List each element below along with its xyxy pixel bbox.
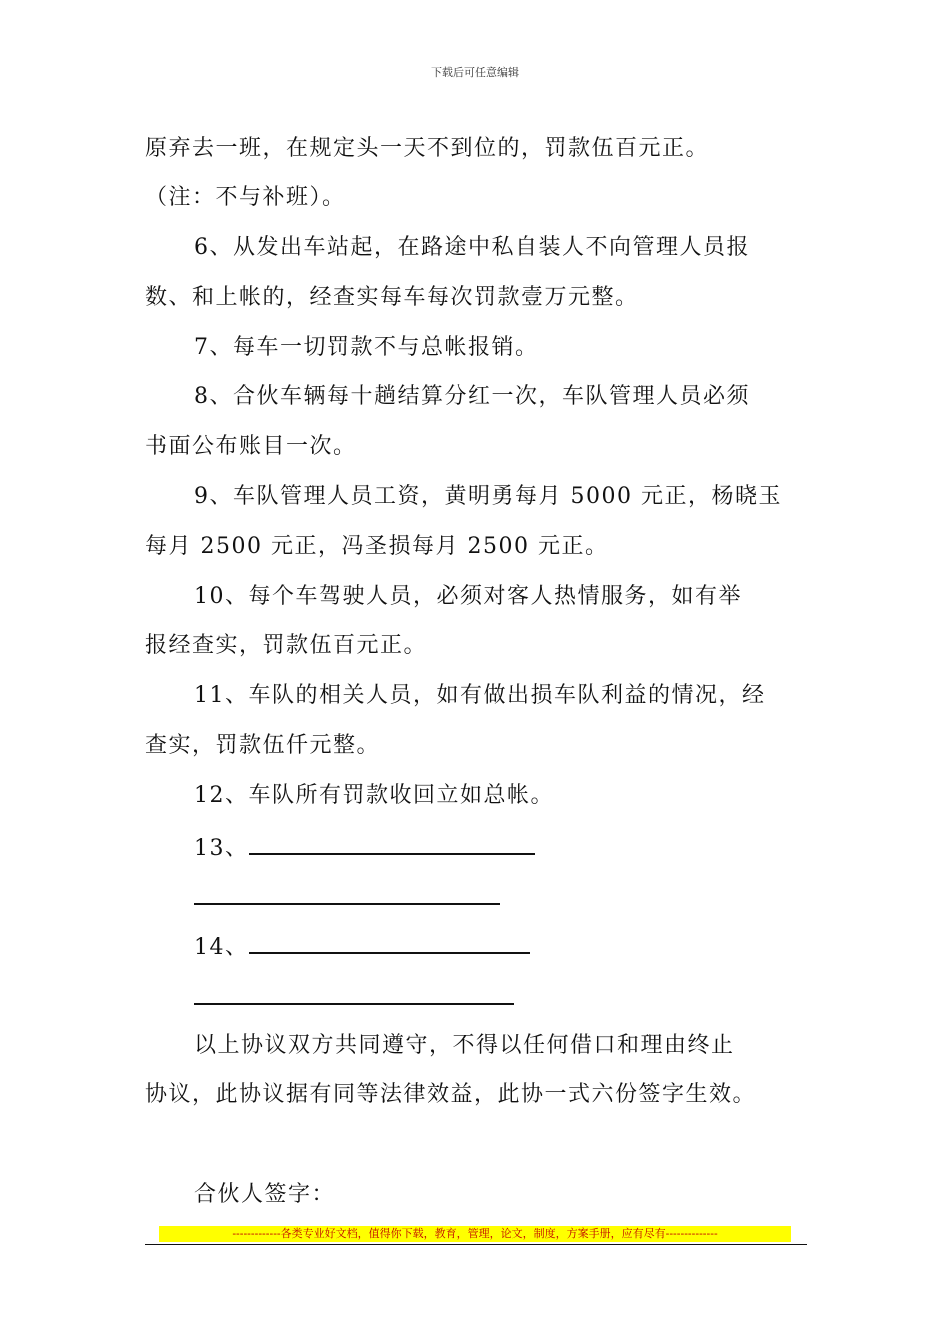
clause-14-blank-field <box>249 930 530 954</box>
clause-8-line-1: 8、合伙车辆每十趟结算分红一次，车队管理人员必须 <box>194 384 750 409</box>
clause-14-continuation-blank <box>194 1003 514 1005</box>
clause-6-line-2: 数、和上帐的，经查实每车每次罚款壹万元整。 <box>145 285 639 310</box>
clause-9-line-2: 每月 2500 元正，冯圣损每月 2500 元正。 <box>145 534 609 559</box>
clause-7: 7、每车一切罚款不与总帐报销。 <box>194 335 539 360</box>
clause-6-line-1: 6、从发出车站起，在路途中私自装人不向管理人员报 <box>194 235 750 260</box>
clause-8-line-2: 书面公布账目一次。 <box>145 434 357 459</box>
clause-11-line-2: 查实，罚款伍仟元整。 <box>145 733 381 758</box>
clause-9-line-1: 9、车队管理人员工资，黄明勇每月 5000 元正，杨晓玉 <box>194 484 782 509</box>
clause-12: 12、车队所有罚款收回立如总帐。 <box>194 783 554 808</box>
paragraph-line: （注：不与补班）。 <box>145 185 346 210</box>
partner-signature-label: 合伙人签字： <box>194 1182 336 1207</box>
clause-10-line-1: 10、每个车驾驶人员，必须对客人热情服务，如有举 <box>194 584 742 609</box>
clause-13-number: 13、 <box>194 836 249 861</box>
clause-13-continuation-blank <box>194 903 500 905</box>
clause-11-line-1: 11、车队的相关人员，如有做出损车队利益的情况，经 <box>194 683 766 708</box>
closing-line-1: 以上协议双方共同遵守，不得以任何借口和理由终止 <box>194 1033 735 1058</box>
footer-banner: -------------各类专业好文档，值得你下载，教育，管理，论文，制度，方案手册，应有尽有-------------- <box>159 1226 791 1242</box>
footer-divider <box>145 1244 807 1245</box>
closing-line-2: 协议，此协议据有同等法律效益，此协一式六份签字生效。 <box>145 1082 757 1107</box>
clause-10-line-2: 报经查实，罚款伍百元正。 <box>145 633 428 658</box>
clause-14 <box>194 930 807 963</box>
page-header: 下载后可任意编辑 <box>431 66 519 79</box>
paragraph-line: 原弃去一班，在规定头一天不到位的，罚款伍百元正。 <box>145 136 710 161</box>
clause-13 <box>194 831 807 864</box>
clause-14-number: 14、 <box>194 935 249 960</box>
clause-13-blank-field <box>249 831 535 855</box>
